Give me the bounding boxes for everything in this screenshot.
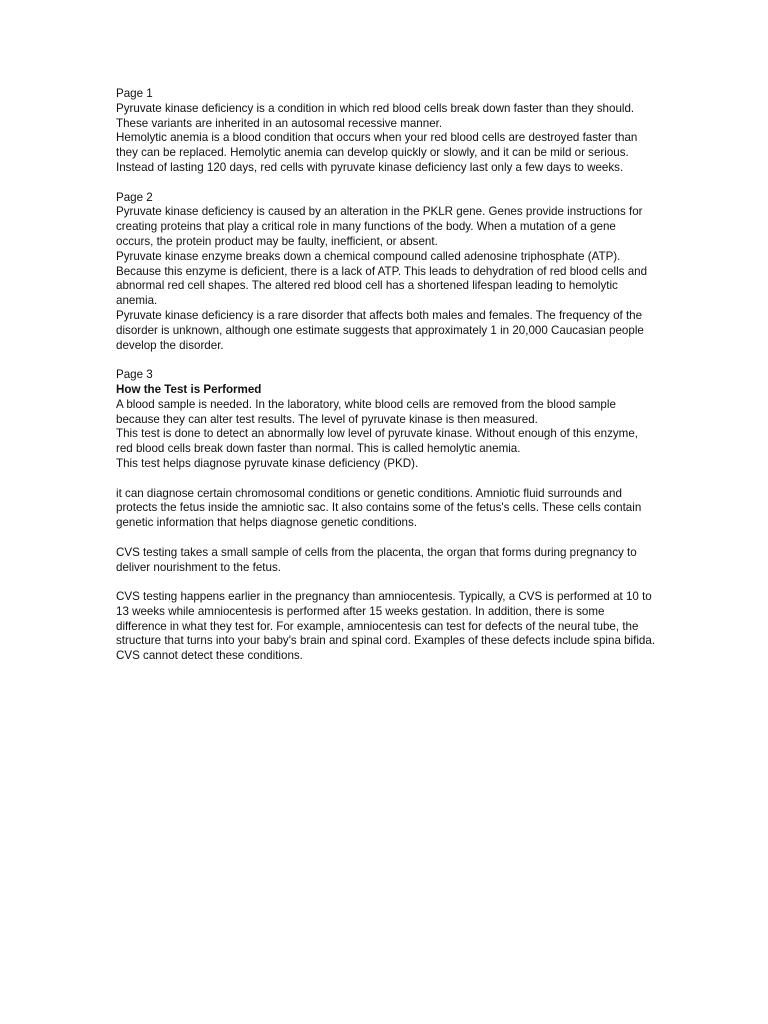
page-3-label: Page 3 — [116, 368, 153, 382]
page-1-label: Page 1 — [116, 87, 153, 100]
cvs-sample-paragraph: CVS testing takes a small sample of cells from the placenta, the organ that forms during pregnancy to deliver nourishment to the fetus. — [116, 545, 637, 574]
paragraph-gap — [116, 176, 656, 191]
paragraph-gap — [116, 472, 656, 487]
page-3-paragraph-3: This test helps diagnose pyruvate kinase deficiency (PKD). — [116, 456, 419, 470]
page-1-paragraph-1: Pyruvate kinase deficiency is a condition in which red blood cells break down faster than they should. These variants are inherited in an autosomal recessive manner. — [116, 101, 635, 130]
amniocentesis-paragraph: it can diagnose certain chromosomal conditions or genetic conditions. Amniotic fluid surrounds and protects the fetus inside the amniotic sac. It also contains some of the fetus's cells. These cells contain genetic information that helps diagnose genetic conditions. — [116, 486, 642, 530]
page-2-paragraph-2: Pyruvate kinase enzyme breaks down a chemical compound called adenosine triphosphate (ATP). Because this enzyme is deficient, there is a lack of ATP. This leads to dehydration of red blood cells and abnormal red cell shapes. The altered red blood cell has a shortened lifespan leading to hemolytic anemia. — [116, 249, 648, 308]
page-3-paragraph-1: A blood sample is needed. In the laboratory, white blood cells are removed from the blood sample because they can alter test results. The level of pyruvate kinase is then measured. — [116, 397, 616, 426]
page-1-paragraph-2: Hemolytic anemia is a blood condition that occurs when your red blood cells are destroyed faster than they can be replaced. Hemolytic anemia can develop quickly or slowly, and it can be mild or serious. Instead of lasting 120 days, red cells with pyruvate kinase deficiency last only a few days to weeks. — [116, 131, 638, 174]
cvs-comparison-paragraph: CVS testing happens earlier in the pregnancy than amniocentesis. Typically, a CVS is performed at 10 to 13 weeks while amniocentesis is performed after 15 weeks gestation. In addition, there is some difference in what they test for. For example, amniocentesis can test for defects of the neural tube, the structure that turns into your baby's brain and spinal cord. Examples of these defects include spina bifida. CVS cannot detect these conditions. — [116, 590, 656, 663]
page-2-paragraph-1: Pyruvate kinase deficiency is caused by an alteration in the PKLR gene. Genes provide instructions for creating proteins that play a critical role in many functions of the body. When a mutation of a gene occurs, the protein product may be faulty, inefficient, or absent. — [116, 205, 643, 248]
paragraph-gap — [116, 575, 656, 590]
paragraph-gap — [116, 531, 656, 546]
paragraph-gap — [116, 353, 656, 368]
document-page — [116, 87, 656, 664]
page-2-label: Page 2 — [116, 190, 153, 204]
page-3-paragraph-2: This test is done to detect an abnormally low level of pyruvate kinase. Without enough of this enzyme, red blood cells break down faster than normal. This is called hemolytic anemia. — [116, 427, 638, 456]
test-heading: How the Test is Performed — [116, 382, 262, 396]
page-2-paragraph-3: Pyruvate kinase deficiency is a rare disorder that affects both males and females. The frequency of the disorder is unknown, although one estimate suggests that approximately 1 in 20,000 Caucasian people develop the disorder. — [116, 308, 644, 352]
